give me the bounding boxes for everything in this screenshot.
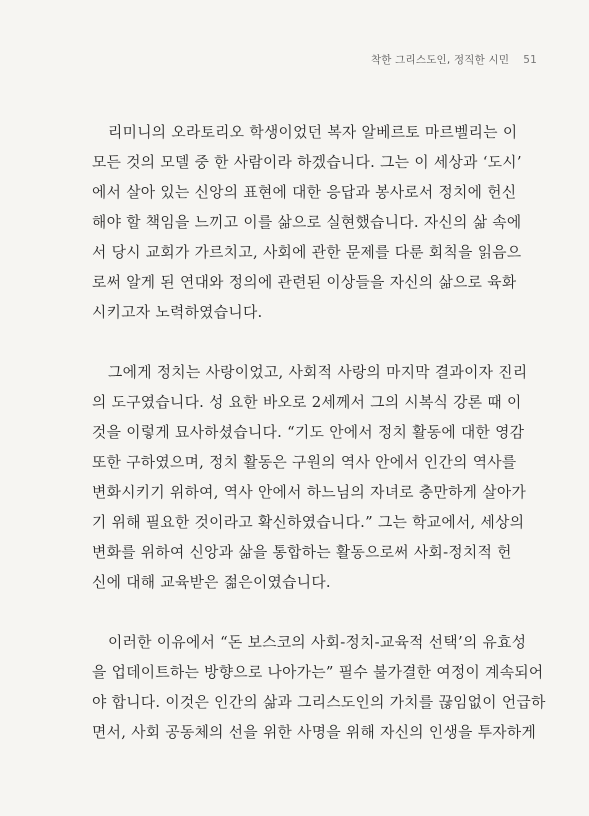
running-head <box>371 52 537 67</box>
text-line: 신에 대해 교육받은 젊은이였습니다. <box>92 574 331 591</box>
paragraph-1 <box>92 118 522 328</box>
body-text <box>92 118 546 778</box>
text-line: 것을 이렇게 묘사하셨습니다. “기도 안에서 정치 활동에 대한 영감 <box>92 424 525 441</box>
paragraph-3 <box>92 628 546 748</box>
text-line: 모든 것의 모델 중 한 사람이라 하겠습니다. 그는 이 세상과 ‘도시’ <box>92 154 522 171</box>
text-line: 리미니의 오라토리오 학생이었던 복자 알베르토 마르벨리는 이 <box>108 124 518 141</box>
text-line: 을 업데이트하는 방향으로 나아가는” 필수 불가결한 여정이 계속되어 <box>92 664 544 681</box>
text-line: 면서, 사회 공동체의 선을 위한 사명을 위해 자신의 인생을 투자하게 <box>92 724 537 741</box>
text-line: 서 당시 교회가 가르치고, 사회에 관한 문제를 다룬 회칙을 읽음으 <box>92 244 522 261</box>
text-line: 이러한 이유에서 “돈 보스코의 사회-정치-교육적 선택’의 유효성 <box>108 634 527 651</box>
text-line: 의 도구였습니다. 성 요한 바오로 2세께서 그의 시복식 강론 때 이 <box>92 394 522 411</box>
text-line: 변화를 위하여 신앙과 삶을 통합하는 활동으로써 사회-정치적 헌 <box>92 544 512 561</box>
paragraph-2 <box>92 358 528 598</box>
text-line: 변화시키기 위하여, 역사 안에서 하느님의 자녀로 충만하게 살아가 <box>92 484 527 501</box>
text-line: 해야 할 책임을 느끼고 이를 삶으로 실현했습니다. 자신의 삶 속에 <box>92 214 522 231</box>
text-line: 또한 구하였으며, 정치 활동은 구원의 역사 안에서 인간의 역사를 <box>92 454 517 471</box>
text-line: 에서 살아 있는 신앙의 표현에 대한 응답과 봉사로서 정치에 헌신 <box>92 184 517 201</box>
running-title: 착한 그리스도인, 정직한 시민 <box>370 54 510 66</box>
text-line: 야 합니다. 이것은 인간의 삶과 그리스도인의 가치를 끊임없이 언급하 <box>92 694 546 711</box>
page-number: 51 <box>523 54 537 66</box>
text-line: 기 위해 필요한 것이라고 확신하였습니다.” 그는 학교에서, 세상의 <box>92 514 525 531</box>
text-line: 로써 알게 된 연대와 정의에 관련된 이상들을 자신의 삶으로 육화 <box>92 274 517 291</box>
text-line: 시키고자 노력하였습니다. <box>92 304 263 321</box>
text-line: 그에게 정치는 사랑이었고, 사회적 사랑의 마지막 결과이자 진리 <box>108 364 528 381</box>
